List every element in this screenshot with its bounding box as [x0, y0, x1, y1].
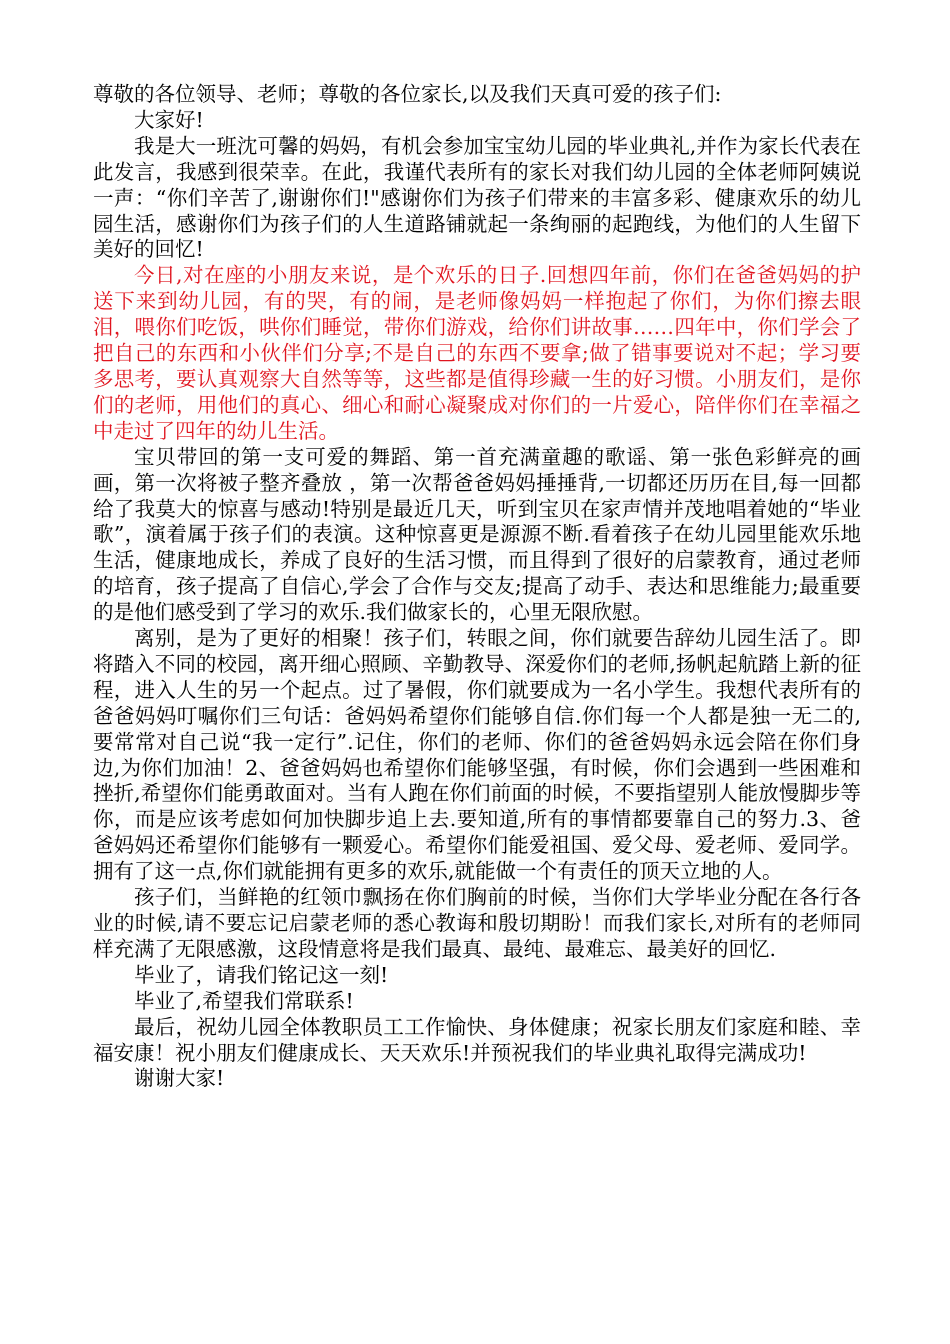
paragraph-highlighted: 今日,对在座的小朋友来说，是个欢乐的日子.回想四年前，你们在爸爸妈妈的护送下来到幼儿园，有的哭，有的闹，是老师像妈妈一样抱起了你们，为你们擦去眼泪，喂你们吃饭，哄你们睡觉，带你们游戏，给你们讲故事……四年中，你们学会了把自己的东西和小伙伴们分享;不是自己的东西不要拿;做了错事要说对不起；学习要多思考，要认真观察大自然等等，这些都是值得珍藏一生的好习惯。小朋友们，是你们的老师，用他们的真心、细心和耐心凝聚成对你们的一片爱心，陪伴你们在幸福之中走过了四年的幼儿生活。: [93, 263, 861, 443]
greeting: 大家好!: [134, 107, 204, 132]
salutation: 尊敬的各位领导、老师；尊敬的各位家长,以及我们天真可爱的孩子们:: [93, 82, 722, 106]
paragraph-memories: 宝贝带回的第一支可爱的舞蹈、第一首充满童趣的歌谣、第一张色彩鲜亮的画画，第一次将被子整齐叠放 ，第一次帮爸爸妈妈捶捶背,一切都还历历在目,每一回都给了我莫大的惊喜与感动!特别是最近几天，听到宝贝在家声情并茂地唱着她的“毕业歌”，演着属于孩子们的表演。这种惊喜更是源源不断.看着孩子在幼儿园里能欢乐地生活，健康地成长，养成了良好的生活习惯，而且得到了很好的启蒙教育，通过老师的培育，孩子提高了自信心,学会了合作与交友;提高了动手、表达和思维能力;最重要的是他们感受到了学习的欢乐.我们做家长的，心里无限欣慰。: [93, 444, 861, 625]
paragraph-closing-wishes: 最后，祝幼儿园全体教职员工工作愉快、身体健康；祝家长朋友们家庭和睦、幸福安康！祝小朋友们健康成长、天天欢乐!并预祝我们的毕业典礼取得完满成功!: [93, 1014, 861, 1065]
paragraph-gratitude: 孩子们，当鲜艳的红领巾飘扬在你们胸前的时候，当你们大学毕业分配在各行各业的时候,请不要忘记启蒙老师的悉心教诲和殷切期盼！而我们家长,对所有的老师同样充满了无限感激，这段情意将是我们最真、最纯、最难忘、最美好的回忆.: [93, 885, 861, 961]
paragraph-farewell: 离别，是为了更好的相聚！孩子们，转眼之间，你们就要告辞幼儿园生活了。即将踏入不同的校园，离开细心照顾、辛勤教导、深爱你们的老师,扬帆起航踏上新的征程，进入人生的另一个起点。过了暑假，你们就要成为一名小学生。我想代表所有的爸爸妈妈叮嘱你们三句话：爸妈妈希望你们能够自信.你们每一个人都是独一无二的,要常常对自己说“我一定行”.记住，你们的老师、你们的爸爸妈妈永远会陪在你们身边,为你们加油！2、爸爸妈妈也希望你们能够坚强，有时候，你们会遇到一些困难和挫折,希望你们能勇敢面对。当有人跑在你们前面的时候，不要指望别人能放慢脚步等你，而是应该考虑如何加快脚步追上去.要知道,所有的事情都要靠自己的努力.3、爸爸妈妈还希望你们能够有一颗爱心。希望你们能爱祖国、爱父母、爱老师、爱同学。拥有了这一点,你们就能拥有更多的欢乐,就能做一个有责任的顶天立地的人。: [93, 626, 861, 884]
paragraph-introduction: 我是大一班沈可馨的妈妈，有机会参加宝宝幼儿园的毕业典礼,并作为家长代表在此发言，我感到很荣幸。在此，我谨代表所有的家长对我们幼儿园的全体老师阿姨说一声：“你们辛苦了,谢谢你们!"感谢你们为孩子们带来的丰富多彩、健康欢乐的幼儿园生活，感谢你们为孩子们的人生道路铺就起一条绚丽的起跑线，为他们的人生留下美好的回忆!: [93, 133, 861, 262]
speech-document: [93, 82, 861, 1092]
line-remember: 毕业了，请我们铭记这一刻!: [134, 962, 389, 987]
line-keep-in-touch: 毕业了,希望我们常联系!: [134, 988, 354, 1013]
thanks-line: 谢谢大家!: [134, 1066, 225, 1091]
